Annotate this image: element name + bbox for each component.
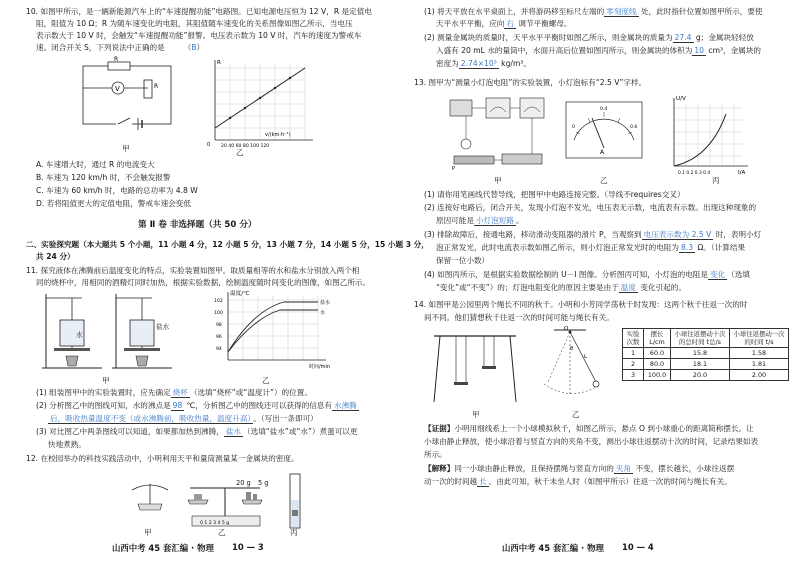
- svg-text:94: 94: [216, 347, 222, 352]
- q11-sub3: (3) 对比图乙中两条图线可以知道，如果都加热到沸腾， 盐水 （选填“盐水”或“水”）煮蛋可以更: [36, 427, 358, 436]
- q10-fig-yi: 乙: [236, 148, 244, 157]
- q11-answer1: 烧杯: [172, 388, 188, 397]
- q14-line1: 14. 如图甲是公园里两个绳长不同的秋千。小明和小芳同学荡秋千时发现：这两个秋千往返一次的时: [414, 300, 748, 309]
- q14-proof-line2: 小球由静止释放，使小球沿着与竖直方向的夹角不变，测出小球往返摆动十次的时间，记录结果如表: [424, 437, 759, 446]
- q13-line1: 13. 图甲为“测量小灯泡电阻”的实验装置，小灯泡标有“2.5 V”字样。: [414, 78, 647, 87]
- q14-proof-line3: 所示。: [424, 450, 447, 459]
- q13-graph-xlabel: I/A: [738, 170, 746, 176]
- q11-temperature-graph: [214, 290, 334, 374]
- q14-swing-diagram: [430, 326, 520, 406]
- q14-proof-tag: 【证据】: [424, 424, 455, 433]
- q12-fig-yi: 乙: [218, 528, 226, 537]
- q13-graph-ylabel: U/V: [676, 96, 686, 102]
- q13-answer2: 小灯泡短路: [475, 216, 514, 225]
- right-footer-page: 10 — 4: [622, 542, 654, 552]
- q10-line4: 速。闭合开关 S，下列说法中正确的是 （B）: [36, 43, 205, 52]
- q13-sub4: (4) 如图丙所示，是根据实验数据绘制的 U－I 图像。分析图丙可知，小灯泡的电阻是 变化 （选填: [424, 270, 750, 279]
- q12-fig-bing: 丙: [290, 528, 298, 537]
- table-header-period: 小球往返摆动一次的时间 t/s: [730, 329, 789, 348]
- q13-circuit-apparatus: [446, 92, 556, 174]
- q13-sub3-cont: 泡正常发光，此时电流表示数如图乙所示，则小灯泡正常发光时的电阻为 8.3 Ω。（计算结果: [436, 243, 746, 252]
- q10-line2: 阻，阻值为 10 Ω；R 为随车速变化的电阻，其阻值随车速变化的关系图像如图乙所示，当电压: [36, 19, 353, 28]
- q11-sub2: (2) 分析图乙中的图线可知，水的沸点是 98 ℃，分析图乙中的图线还可以获得的信息有 水沸腾: [36, 401, 357, 410]
- svg-text:102: 102: [214, 299, 223, 304]
- section-2-title: 第 Ⅱ 卷 非选择题（共 50 分）: [138, 220, 257, 230]
- q13-sub3: (3) 排除故障后，接通电路，移动滑动变阻器的滑片 P，当观察到 电压表示数为 2.5 V 时，表明小灯: [424, 230, 762, 239]
- svg-text:0: 0: [572, 125, 575, 130]
- q12-answer1: 零刻度线: [606, 7, 637, 16]
- q12-answer2b: 10: [694, 46, 705, 55]
- q13-sub3-note: 保留一位小数）: [436, 256, 490, 265]
- q13-sub2-cont: 原因可能是 小灯泡短路 。: [436, 216, 524, 225]
- table-row: 2 80.0 18.1 1.81: [623, 359, 789, 370]
- q12-sub1-cont: 天平水平平衡，应向 右 调节平衡螺母。: [436, 19, 572, 28]
- svg-text:温度/℃: 温度/℃: [230, 291, 250, 297]
- q14-line2: 间不同。他们猜想秋千往返一次的时间可能与绳长有关。: [424, 313, 614, 322]
- q10-option-b: B. 车速为 120 km/h 时，不会触发报警: [36, 173, 171, 182]
- svg-text:R: R: [154, 83, 159, 90]
- svg-text:0: 0: [207, 142, 211, 148]
- q12-sub1: (1) 将天平放在水平桌面上，并将游码移至标尺左端的 零刻度线 处，此时指针位置如图甲所示，要使: [424, 7, 763, 16]
- svg-text:A: A: [600, 149, 605, 156]
- q12-answer1b: 右: [506, 19, 514, 28]
- q10-fig-jia: 甲: [122, 144, 130, 153]
- q10-line1: 10. 如图甲所示，是一辆新能源汽车上的“车速提醒功能”电路图。已知电源电压恒为 12 V，R 是定值电: [26, 7, 372, 16]
- svg-text:L: L: [584, 354, 588, 360]
- svg-text:0.1 0.2 0.3 0.4: 0.1 0.2 0.3 0.4: [678, 171, 711, 176]
- q14-pendulum-diagram: [540, 324, 610, 406]
- q11-label-saltwater: 盐水: [156, 323, 170, 331]
- q10-circuit-diagram: [78, 58, 178, 138]
- q13-sub1: (1) 请你用笔画线代替导线，把图甲中电路连接完整。（导线不requires交叉）: [424, 190, 685, 199]
- q10-option-d: D. 若将阻值更大的定值电阻，警戒车速会变低: [36, 199, 191, 208]
- q12-sub2-cont: 入盛有 20 mL 水的量筒中，水面升高后位置如图丙所示，则金属块的体积为 10 cm³，金属块的: [436, 46, 762, 55]
- svg-text:98: 98: [216, 323, 222, 328]
- svg-text:O: O: [564, 326, 569, 332]
- q11-sub1: (1) 组装图甲中的实验装置时，应先确定 烧杯 （选填“烧杯”或“温度计”）的位置。: [36, 388, 312, 397]
- svg-text:R: R: [217, 60, 221, 66]
- svg-text:96: 96: [216, 335, 222, 340]
- q13-sub2: (2) 连接好电路后，闭合开关，发现小灯泡不发光，电压表无示数，电流表有示数。出现这种现象的: [424, 203, 757, 212]
- svg-text:0.6: 0.6: [630, 125, 638, 130]
- table-header-total-time: 小球往返摆动十次的总时间 t总/s: [671, 329, 730, 348]
- q10-option-c: C. 车速为 60 km/h 时，电路的总功率为 4.8 W: [36, 186, 198, 195]
- q11-answer2b: 水沸腾: [333, 401, 357, 410]
- q14-fig-jia: 甲: [472, 410, 480, 419]
- q10-option-a: A. 车速增大时，通过 R 的电流变大: [36, 160, 155, 169]
- table-header-trial: 实验次数: [623, 329, 644, 348]
- table-row: 1 60.0 15.8 1.58: [623, 348, 789, 359]
- q13-sub4-cont: “变化”或“不变”）的；灯泡电阻变化的原因主要是由于 温度 变化引起的。: [436, 283, 686, 292]
- q13-ui-graph: [662, 94, 752, 176]
- q14-answer2: 长: [479, 477, 487, 486]
- table-row: 3 100.0 20.0 2.00: [623, 370, 789, 381]
- q13-answer4b: 温度: [620, 283, 636, 292]
- svg-text:盐水: 盐水: [320, 300, 331, 306]
- table-header-length: 摆长 L/cm: [644, 329, 671, 348]
- q14-explain-line1: 【解释】同一小球由静止释放，且保持摆绳与竖直方向的 夹角 不变，摆长越长，小球往返摆: [424, 464, 735, 473]
- q13-fig-jia: 甲: [494, 176, 502, 185]
- q14-proof-line1: 【证据】小明用细线系上一个小球模拟秋千，如图乙所示，悬点 O 到小球重心的距离简称摆长。让: [424, 424, 754, 433]
- left-footer-brand: 山西中考 45 套汇编 · 物理: [112, 543, 214, 553]
- q11-sub2-cont: 后，吸收热量温度不变（或水沸腾前，吸收热量，温度升高） 。（写出一条即可）: [50, 414, 318, 423]
- q13-ammeter-dial: [564, 100, 644, 160]
- q10-line3: 表示数大于 10 V 时，会触发“车速提醒功能”报警。电压表示数为 10 V 时，汽车的速度为警戒车: [36, 31, 362, 40]
- q11-line2: 同的烧杯中，用相同的酒精灯同时加热，根据实验数据，绘制温度随时间变化的图像，如图乙所示。: [36, 278, 371, 287]
- q13-answer4: 变化: [709, 270, 726, 279]
- svg-text:20 40 60 80 100 120: 20 40 60 80 100 120: [221, 144, 270, 149]
- q14-explain-tag: 【解释】: [424, 464, 455, 473]
- q12-fig-jia: 甲: [144, 528, 152, 537]
- svg-text:v/(km·h⁻¹): v/(km·h⁻¹): [265, 132, 291, 138]
- q12-answer2: 27.4: [674, 33, 692, 42]
- q14-explain-line2: 动一次的时间越 长 。由此可知，秋千未坐人时（如图甲所示）往返一次的时间与绳长有关。: [424, 477, 732, 486]
- right-page: [400, 0, 800, 569]
- q14-data-table: [622, 328, 789, 381]
- q14-fig-yi: 乙: [572, 410, 580, 419]
- q11-answer3: 盐水: [225, 427, 242, 436]
- q12-sub2-density: 密度为 2.74×10³ kg/m³。: [436, 59, 531, 68]
- right-footer-brand: 山西中考 45 套汇编 · 物理: [502, 543, 604, 553]
- q10-answer: B: [191, 43, 197, 52]
- q11-fig-jia: 甲: [102, 376, 110, 385]
- part2-header-line2: 共 24 分）: [36, 252, 75, 261]
- q11-sub3-cont: 快地煮熟。: [48, 440, 86, 449]
- q13-answer3: 电压表示数为 2.5 V: [643, 230, 712, 239]
- q12-line1: 12. 在校园举办的科技实践活动中，小明利用天平和量筒测量某一金属块的密度。: [26, 454, 299, 463]
- svg-text:P: P: [452, 166, 456, 172]
- svg-text:时间/min: 时间/min: [309, 364, 331, 370]
- q12-weight-20g: 20 g: [236, 479, 251, 487]
- q13-answer3b: 8.3: [681, 243, 694, 252]
- q14-answer1: 夹角: [615, 464, 632, 473]
- svg-text:θ: θ: [570, 346, 574, 352]
- q12-sub2: (2) 测量金属块的质量时，天平水平平衡时如图乙所示，则金属块的质量为 27.4 g；金属块轻轻放: [424, 33, 754, 42]
- q12-answer2c: 2.74×10³: [460, 59, 497, 68]
- svg-text:V: V: [115, 85, 120, 93]
- svg-text:0 1 2 3 4 5 g: 0 1 2 3 4 5 g: [200, 521, 230, 526]
- svg-text:水: 水: [320, 310, 326, 316]
- q11-fig-yi: 乙: [262, 376, 270, 385]
- q11-answer2: 98: [172, 401, 183, 410]
- q11-label-water: 水: [76, 331, 83, 339]
- left-footer-page: 10 — 3: [232, 542, 264, 552]
- svg-text:R: R: [114, 56, 119, 63]
- q12-weight-5g: 5 g: [258, 479, 269, 487]
- q11-apparatus-diagram: [42, 292, 182, 372]
- q11-line1: 11. 探究液体在沸腾前后温度变化的特点，实验装置如图甲。取质量相等的水和盐水分别放入两个相: [26, 266, 360, 275]
- svg-text:0.4: 0.4: [600, 107, 608, 112]
- q12-balance-diagram: [120, 470, 310, 532]
- part2-header-line1: 二、实验探究题（本大题共 5 个小题，11 小题 4 分，12 小题 5 分，13 小题 7 分，14 小题 5 分，15 小题 3 分，: [26, 240, 429, 249]
- q13-fig-bing: 丙: [712, 176, 720, 185]
- q13-fig-yi: 乙: [600, 176, 608, 185]
- svg-text:100: 100: [214, 311, 223, 316]
- q10-resistance-graph: [205, 58, 315, 148]
